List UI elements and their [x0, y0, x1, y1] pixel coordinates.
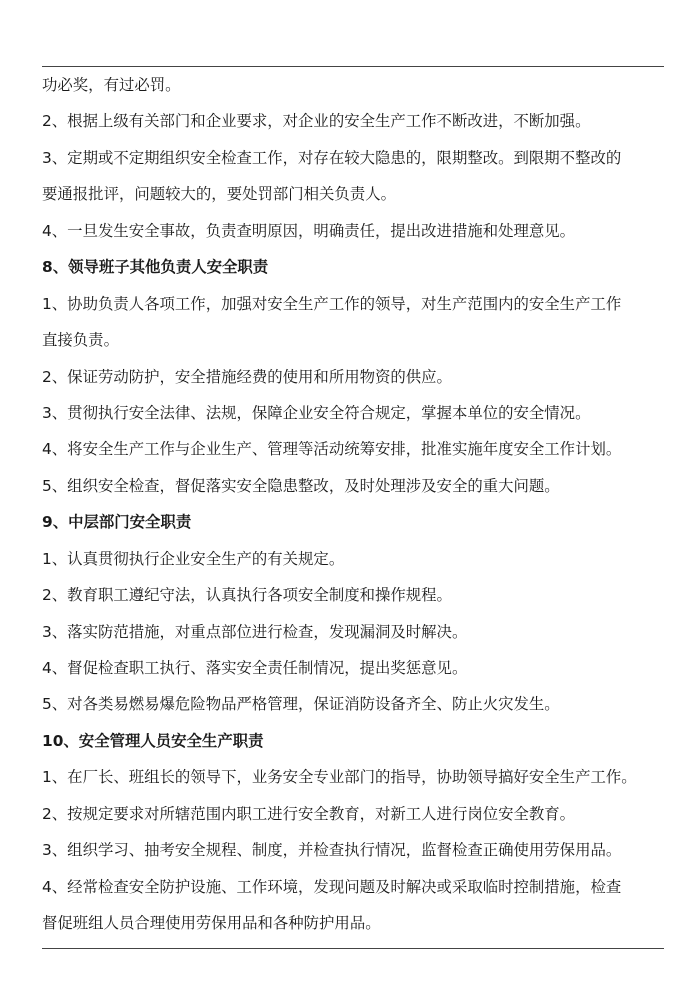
paragraph-line: 4、经常检查安全防护设施、工作环境，发现问题及时解决或采取临时控制措施，检查: [42, 877, 622, 896]
footer-rule: [42, 948, 664, 949]
paragraph-line: 2、教育职工遵纪守法，认真执行各项安全制度和操作规程。: [42, 586, 452, 605]
paragraph-line: 5、对各类易燃易爆危险物品严格管理，保证消防设备齐全、防止火灾发生。: [42, 695, 560, 714]
section-heading: 8、领导班子其他负责人安全职责: [42, 258, 269, 277]
paragraph-line: 3、落实防范措施，对重点部位进行检查，发现漏洞及时解决。: [42, 622, 468, 641]
paragraph-line: 4、督促检查职工执行、落实安全责任制情况，提出奖惩意见。: [42, 659, 468, 677]
paragraph-line: 直接负责。: [42, 331, 119, 350]
paragraph-line: 3、组织学习、抽考安全规程、制度，并检查执行情况，监督检查正确使用劳保用品。: [42, 841, 622, 860]
paragraph-line: 功必奖，有过必罚。: [42, 76, 181, 94]
paragraph-line: 督促班组人员合理使用劳保用品和各种防护用品。: [42, 914, 381, 933]
document-body: [42, 67, 664, 942]
paragraph-line: 2、根据上级有关部门和企业要求，对企业的安全生产工作不断改进，不断加强。: [42, 112, 591, 131]
section-heading: 10、安全管理人员安全生产职责: [42, 731, 264, 750]
paragraph-line: 4、将安全生产工作与企业生产、管理等活动统筹安排，批准实施年度安全工作计划。: [42, 440, 622, 459]
paragraph-line: 2、保证劳动防护，安全措施经费的使用和所用物资的供应。: [42, 367, 452, 386]
paragraph-line: 3、定期或不定期组织安全检查工作，对存在较大隐患的，限期整改。到限期不整改的: [42, 148, 622, 167]
section-heading: 9、中层部门安全职责: [42, 513, 192, 532]
paragraph-line: 4、一旦发生安全事故，负责查明原因，明确责任，提出改进措施和处理意见。: [42, 221, 576, 240]
paragraph-line: 要通报批评，问题较大的，要处罚部门相关负责人。: [42, 185, 396, 204]
paragraph-line: 2、按规定要求对所辖范围内职工进行安全教育，对新工人进行岗位安全教育。: [42, 804, 576, 823]
paragraph-line: 1、在厂长、班组长的领导下，业务安全专业部门的指导，协助领导搞好安全生产工作。: [42, 768, 637, 787]
paragraph-line: 5、组织安全检查，督促落实安全隐患整改，及时处理涉及安全的重大问题。: [42, 476, 560, 495]
paragraph-line: 1、协助负责人各项工作，加强对安全生产工作的领导，对生产范围内的安全生产工作: [42, 294, 622, 313]
paragraph-line: 3、贯彻执行安全法律、法规，保障企业安全符合规定，掌握本单位的安全情况。: [42, 403, 591, 422]
paragraph-line: 1、认真贯彻执行企业安全生产的有关规定。: [42, 549, 345, 568]
